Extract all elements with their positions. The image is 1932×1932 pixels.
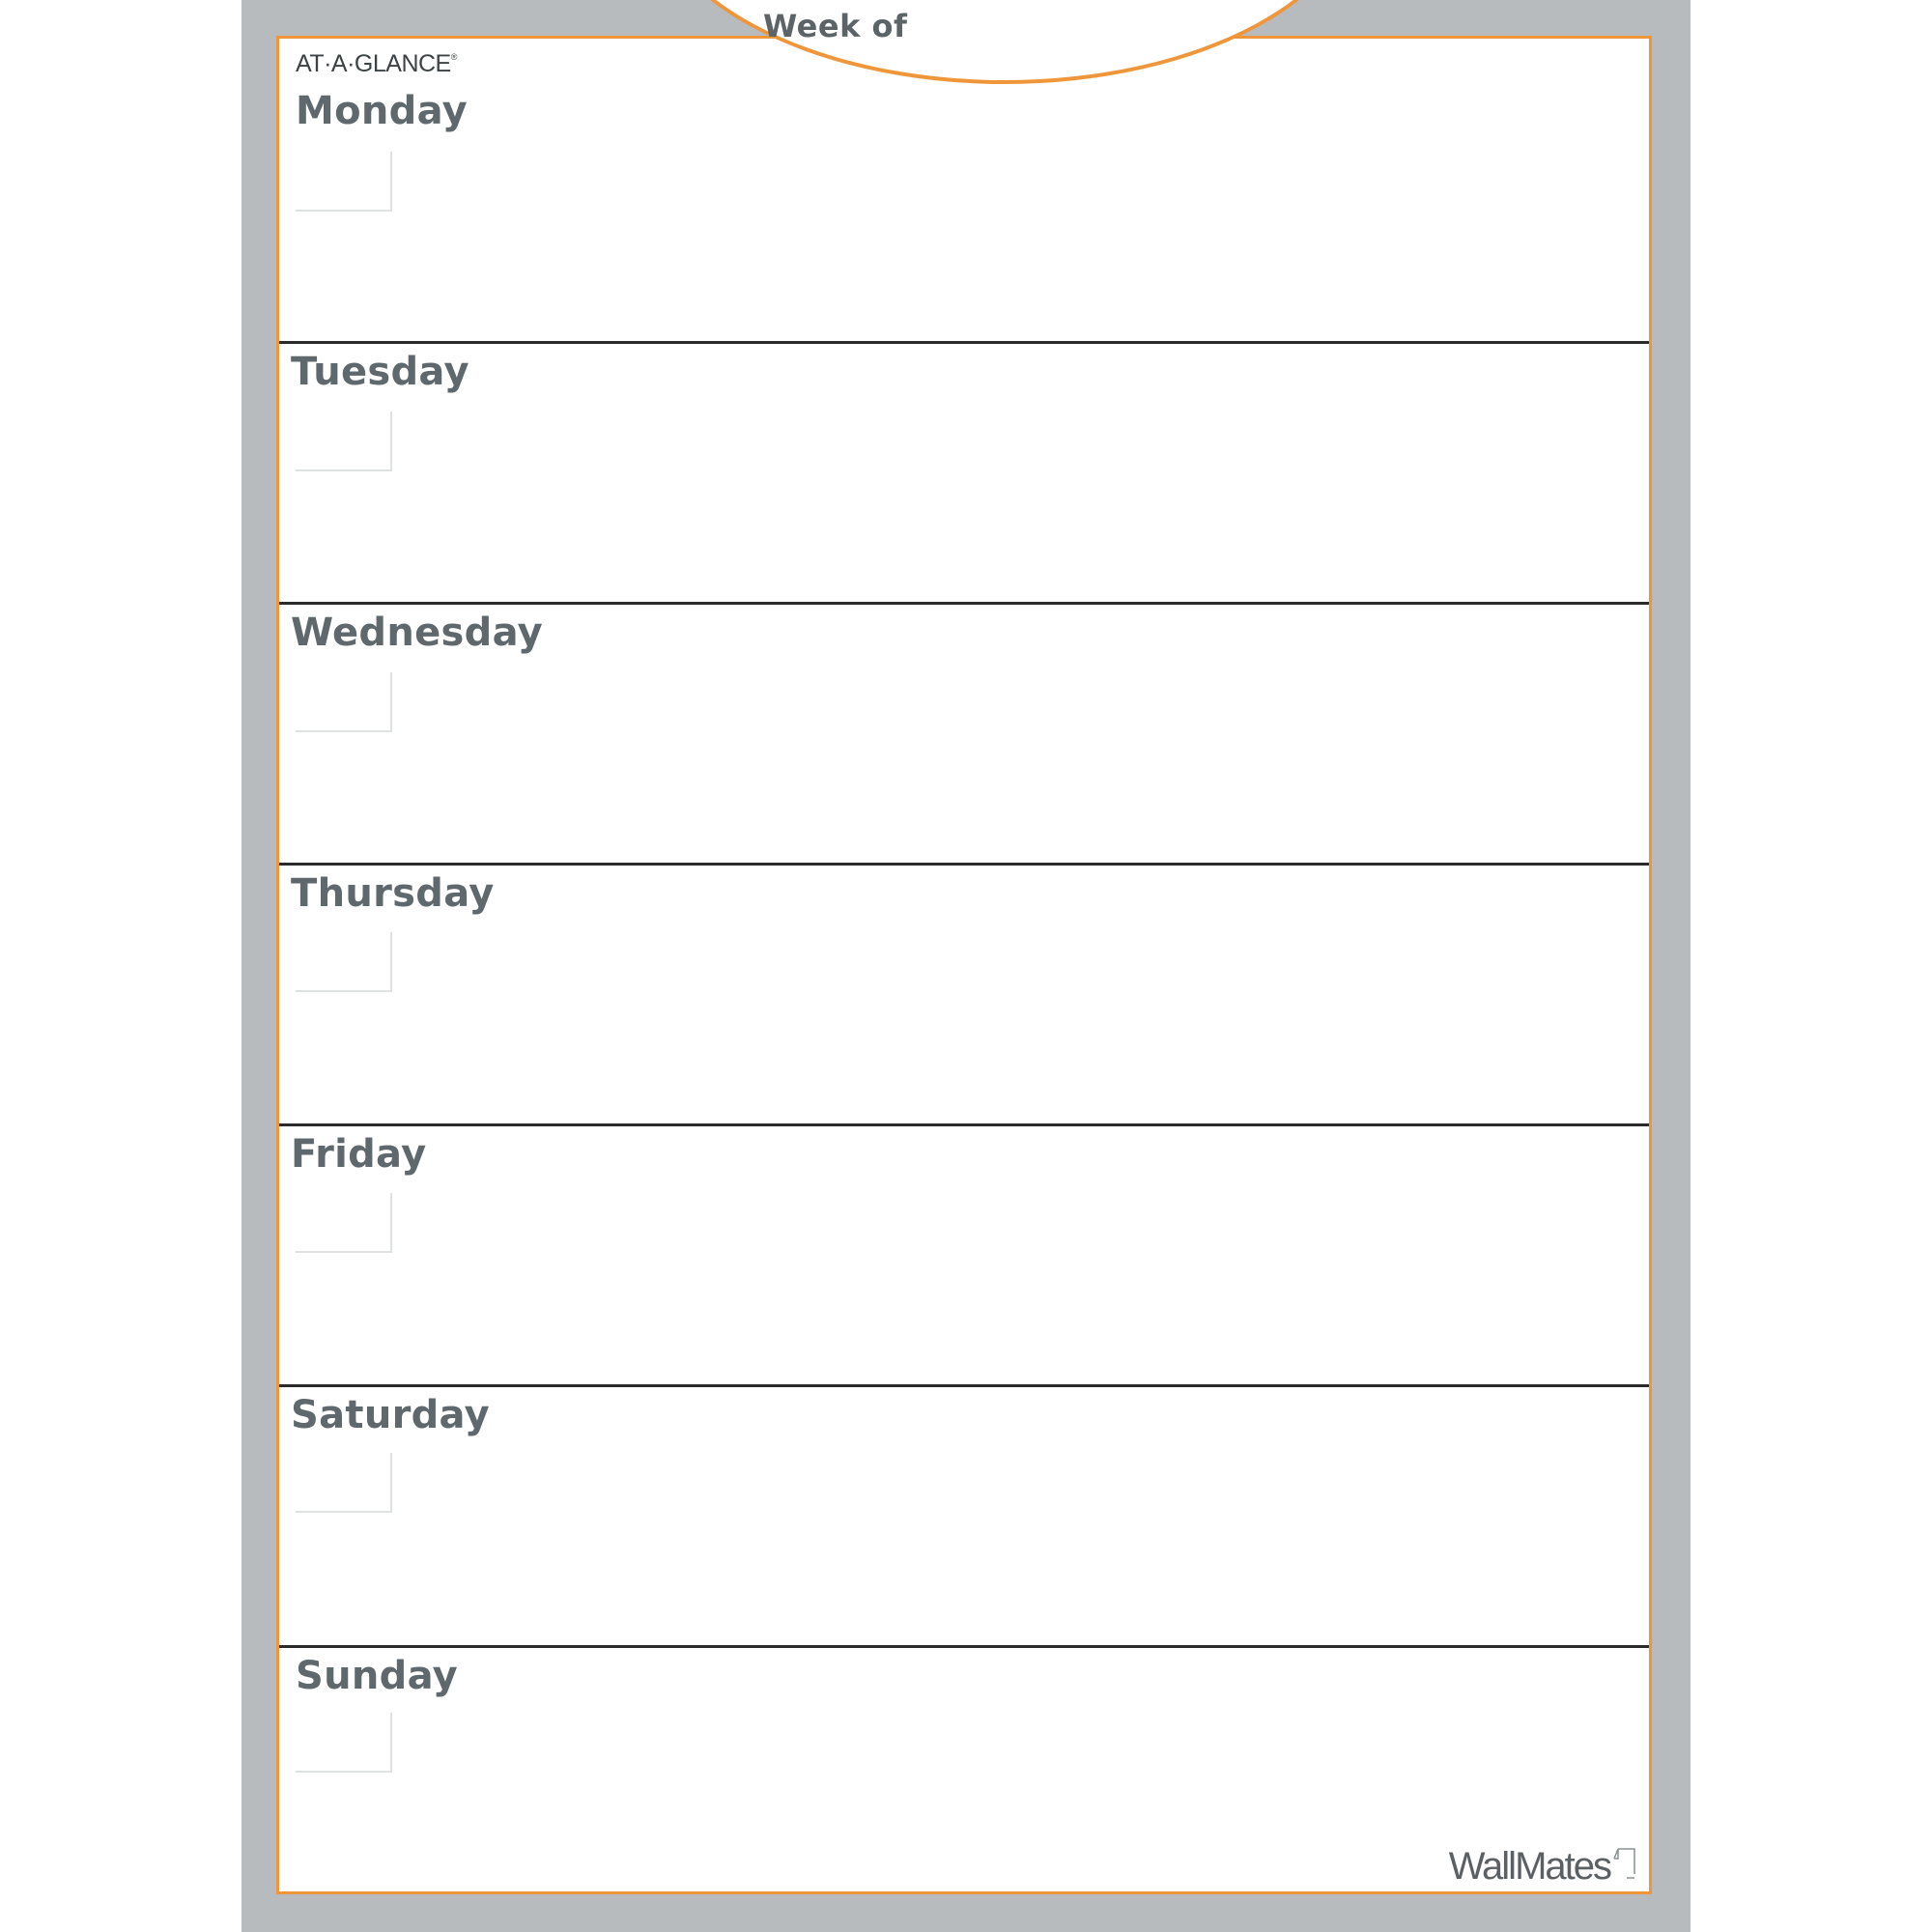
- day-label-wednesday: Wednesday: [291, 611, 544, 655]
- day-label-monday: Monday: [296, 89, 469, 133]
- date-box-saturday[interactable]: [296, 1453, 392, 1513]
- brand-logo: [296, 50, 457, 78]
- week-of-label: Week of: [763, 8, 908, 44]
- week-of-tab: [645, 0, 1364, 84]
- date-box-friday[interactable]: [296, 1193, 392, 1253]
- page-corner-icon: [1613, 1847, 1636, 1880]
- planner-board: [276, 36, 1652, 1894]
- brand-registered-mark: ®: [450, 52, 457, 62]
- day-divider: [279, 863, 1649, 866]
- day-label-sunday: Sunday: [296, 1654, 459, 1698]
- day-divider: [279, 1123, 1649, 1126]
- day-label-tuesday: Tuesday: [291, 350, 469, 394]
- day-divider: [279, 602, 1649, 605]
- day-label-thursday: Thursday: [291, 871, 495, 916]
- brand-logo-text: AT·A·GLANCE: [296, 50, 451, 77]
- date-box-wednesday[interactable]: [296, 672, 392, 732]
- day-divider: [279, 1645, 1649, 1648]
- day-label-saturday: Saturday: [291, 1393, 490, 1437]
- day-divider: [279, 341, 1649, 344]
- wallmates-logo: WallMates: [1448, 1845, 1610, 1888]
- date-box-sunday[interactable]: [296, 1713, 392, 1773]
- day-label-friday: Friday: [291, 1132, 427, 1177]
- date-box-tuesday[interactable]: [296, 412, 392, 471]
- day-divider: [279, 1384, 1649, 1387]
- date-box-monday[interactable]: [296, 152, 392, 212]
- date-box-thursday[interactable]: [296, 932, 392, 992]
